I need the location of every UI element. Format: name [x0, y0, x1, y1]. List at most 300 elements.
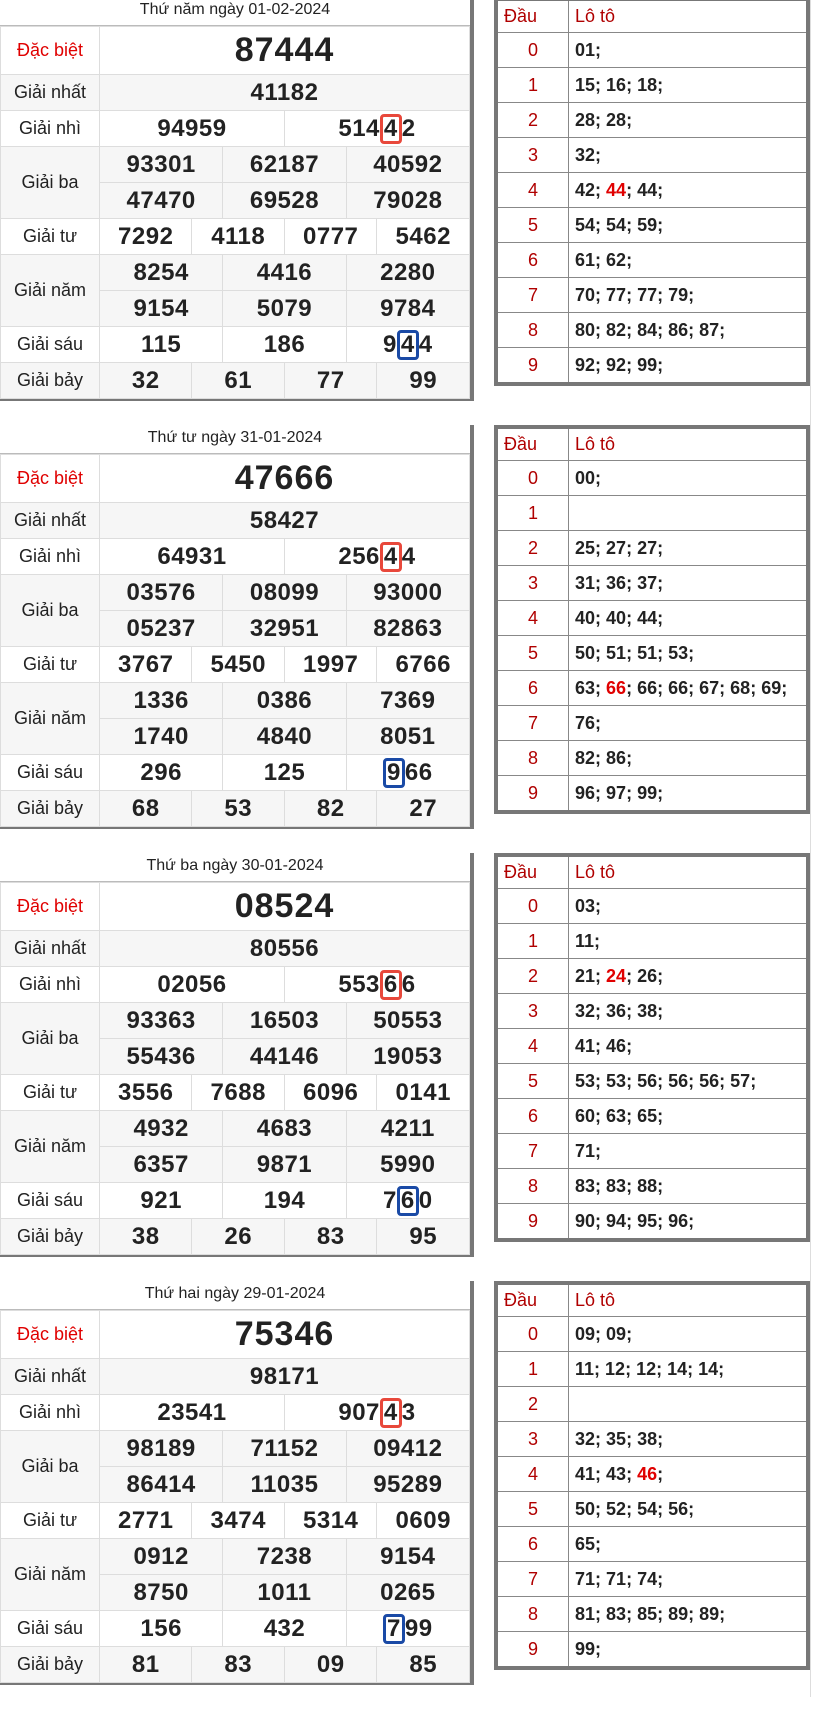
loto-head-digit: 5	[498, 1492, 569, 1527]
prize-number: 432	[223, 1611, 346, 1647]
loto-number: 56	[668, 1498, 689, 1519]
prize-row	[1, 327, 470, 363]
separator: ;	[595, 1323, 607, 1344]
separator: ;	[594, 1358, 606, 1379]
separator: ;	[626, 1603, 638, 1624]
prize-label: Giải sáu	[1, 755, 100, 791]
prize-number: 79028	[346, 183, 469, 219]
day-block	[0, 0, 824, 425]
prize-label: Giải bảy	[1, 1219, 100, 1255]
prize-number: 93363	[100, 1003, 223, 1039]
separator: ;	[657, 537, 664, 558]
separator: ;	[595, 179, 607, 200]
loto-row	[498, 601, 806, 636]
prize-table	[0, 454, 470, 827]
loto-head-digit: 2	[498, 959, 569, 994]
loto-grid	[498, 857, 806, 1238]
loto-head-digit: 9	[498, 348, 569, 383]
separator: ;	[595, 284, 607, 305]
prize-number: 9154	[346, 1539, 469, 1575]
separator: ;	[626, 1568, 638, 1589]
loto-row	[498, 1204, 806, 1239]
prize-number: 95289	[346, 1467, 469, 1503]
prize-label: Giải tư	[1, 647, 100, 683]
highlight-box-blue: 6	[397, 1186, 419, 1216]
loto-number: 12	[636, 1358, 657, 1379]
prize-number: 77	[284, 363, 376, 399]
separator: ;	[595, 1463, 607, 1484]
loto-number: 37	[637, 572, 658, 593]
loto-values	[569, 1492, 807, 1527]
separator: ;	[657, 1498, 669, 1519]
digit: 5	[338, 114, 353, 142]
loto-number: 41	[575, 1035, 596, 1056]
loto-number: 77	[637, 284, 658, 305]
separator: ;	[626, 1323, 633, 1344]
loto-number: 96	[575, 782, 596, 803]
loto-values	[569, 636, 807, 671]
loto-number: 89	[668, 1603, 689, 1624]
prize-number: 02056	[100, 967, 285, 1003]
loto-head-digit: 5	[498, 636, 569, 671]
prize-number: 23541	[100, 1395, 285, 1431]
loto-head-digit: 9	[498, 776, 569, 811]
prize-number: 86414	[100, 1467, 223, 1503]
loto-row	[498, 1029, 806, 1064]
loto-head-digit: 9	[498, 1632, 569, 1667]
digit: 6	[366, 542, 380, 570]
prize-row	[1, 1111, 470, 1147]
separator: ;	[657, 782, 664, 803]
prize-number: 68	[100, 791, 192, 827]
loto-number: 80	[575, 319, 596, 340]
loto-header-row	[498, 1, 806, 33]
loto-number: 77	[606, 284, 627, 305]
loto-row	[498, 889, 806, 924]
loto-values	[569, 959, 807, 994]
prize-number: 0386	[223, 683, 346, 719]
loto-number: 65	[575, 1533, 596, 1554]
prize-number: 58427	[100, 503, 470, 539]
prize-number: 9784	[346, 291, 469, 327]
separator: ;	[595, 965, 607, 986]
loto-table	[494, 0, 810, 386]
prize-number: 115	[100, 327, 223, 363]
prize-number: 75346	[100, 1311, 470, 1359]
prize-table	[0, 26, 470, 399]
separator: ;	[688, 1603, 700, 1624]
loto-number: 36	[606, 572, 627, 593]
loto-table	[494, 1281, 810, 1670]
loto-number: 43	[606, 1463, 627, 1484]
day-block	[0, 853, 824, 1281]
loto-number: 82	[575, 747, 596, 768]
prize-number: 03576	[100, 575, 223, 611]
loto-number: 88	[637, 1175, 658, 1196]
loto-head-digit: 8	[498, 741, 569, 776]
loto-head-digit: 2	[498, 1387, 569, 1422]
digit: 1	[352, 114, 367, 142]
loto-number: 15	[575, 74, 596, 95]
loto-number: 03	[575, 895, 596, 916]
prize-row	[1, 111, 470, 147]
loto-head-digit: 4	[498, 601, 569, 636]
prize-number: 32	[100, 363, 192, 399]
loto-number: 53	[575, 1070, 596, 1091]
prize-number: 55436	[100, 1039, 223, 1075]
separator: ;	[626, 249, 633, 270]
dau-header: Đầu	[498, 857, 569, 889]
prize-number: 16503	[223, 1003, 346, 1039]
separator: ;	[595, 572, 607, 593]
prize-number: 83	[284, 1219, 376, 1255]
loto-number: 87	[699, 319, 720, 340]
prize-number: 4932	[100, 1111, 223, 1147]
prize-label: Giải nhất	[1, 931, 100, 967]
separator: ;	[626, 537, 638, 558]
prize-number: 3767	[100, 647, 192, 683]
loto-head-digit: 5	[498, 1064, 569, 1099]
separator: ;	[657, 1000, 664, 1021]
prize-number: 64931	[100, 539, 285, 575]
separator: ;	[626, 354, 638, 375]
loto-number: 92	[575, 354, 596, 375]
loto-row	[498, 313, 806, 348]
loto-head-digit: 0	[498, 461, 569, 496]
prize-number: 4416	[223, 255, 346, 291]
prize-label: Giải nhất	[1, 1359, 100, 1395]
loto-number: 50	[575, 1498, 596, 1519]
dau-header: Đầu	[498, 429, 569, 461]
loto-row	[498, 741, 806, 776]
separator: ;	[595, 1000, 607, 1021]
prize-number	[346, 1611, 469, 1647]
loto-values	[569, 1317, 807, 1352]
loto-head-digit: 7	[498, 1134, 569, 1169]
loto-number: 60	[575, 1105, 596, 1126]
loto-header: Lô tô	[569, 857, 807, 889]
prize-label: Giải ba	[1, 147, 100, 219]
prize-row	[1, 503, 470, 539]
loto-values	[569, 1527, 807, 1562]
separator: ;	[595, 782, 607, 803]
separator: ;	[595, 1105, 607, 1126]
separator: ;	[626, 642, 638, 663]
loto-head-digit: 3	[498, 566, 569, 601]
prize-number: 5990	[346, 1147, 469, 1183]
separator: ;	[688, 642, 695, 663]
separator: ;	[595, 1638, 602, 1659]
loto-values	[569, 173, 807, 208]
loto-row	[498, 348, 806, 383]
separator: ;	[750, 677, 762, 698]
digit: 6	[401, 970, 416, 998]
prize-number: 38	[100, 1219, 192, 1255]
prize-number: 3556	[100, 1075, 192, 1111]
loto-values	[569, 706, 807, 741]
separator: ;	[595, 467, 602, 488]
highlight-box-blue: 7	[383, 1614, 405, 1644]
loto-values	[569, 1169, 807, 1204]
separator: ;	[657, 1428, 664, 1449]
loto-number: 62	[606, 249, 627, 270]
loto-row	[498, 671, 806, 706]
prize-number: 0609	[377, 1503, 470, 1539]
prize-number	[284, 539, 469, 575]
prize-number: 2771	[100, 1503, 192, 1539]
prize-label: Giải nhất	[1, 503, 100, 539]
prize-table	[0, 1310, 470, 1683]
prize-number	[346, 1183, 469, 1219]
prize-row	[1, 1183, 470, 1219]
prize-label: Giải ba	[1, 1003, 100, 1075]
loto-row	[498, 566, 806, 601]
digit: 3	[401, 1398, 416, 1426]
prize-label: Giải năm	[1, 683, 100, 755]
prize-number: 08099	[223, 575, 346, 611]
loto-header: Lô tô	[569, 1285, 807, 1317]
prize-number: 5079	[223, 291, 346, 327]
digit: 4	[418, 330, 433, 358]
loto-number: 54	[606, 214, 627, 235]
prize-row	[1, 683, 470, 719]
loto-number: 76	[575, 712, 596, 733]
digit: 6	[418, 758, 433, 786]
prize-number: 47470	[100, 183, 223, 219]
loto-number: 46	[606, 1035, 627, 1056]
loto-grid	[498, 429, 806, 810]
loto-number: 53	[606, 1070, 627, 1091]
loto-number: 01	[575, 39, 596, 60]
loto-number: 82	[606, 319, 627, 340]
loto-row	[498, 1422, 806, 1457]
loto-number: 42	[575, 179, 596, 200]
prize-label: Giải nhì	[1, 111, 100, 147]
prize-number: 156	[100, 1611, 223, 1647]
separator: ;	[626, 1210, 638, 1231]
loto-number: 46	[637, 1463, 658, 1484]
prize-number: 5462	[377, 219, 470, 255]
dau-header: Đầu	[498, 1, 569, 33]
loto-number: 83	[606, 1175, 627, 1196]
prize-table	[0, 882, 470, 1255]
loto-number: 26	[637, 965, 658, 986]
loto-values	[569, 138, 807, 173]
prize-number: 0141	[377, 1075, 470, 1111]
prize-number: 32951	[223, 611, 346, 647]
dau-header: Đầu	[498, 1285, 569, 1317]
loto-values	[569, 1099, 807, 1134]
prize-number	[284, 111, 469, 147]
prize-label: Giải nhì	[1, 967, 100, 1003]
prize-label: Giải nhì	[1, 1395, 100, 1431]
loto-number: 25	[575, 537, 596, 558]
loto-number: 11	[575, 1358, 595, 1379]
prize-number: 44146	[223, 1039, 346, 1075]
prize-label: Đặc biệt	[1, 883, 100, 931]
loto-number: 52	[606, 1498, 627, 1519]
prize-row	[1, 883, 470, 931]
prize-number: 8051	[346, 719, 469, 755]
prize-number: 296	[100, 755, 223, 791]
loto-row	[498, 1457, 806, 1492]
loto-number: 54	[637, 1498, 658, 1519]
separator: ;	[595, 677, 607, 698]
result-table	[0, 425, 474, 829]
loto-row	[498, 776, 806, 811]
loto-values	[569, 1352, 807, 1387]
loto-row	[498, 1387, 806, 1422]
separator: ;	[595, 319, 607, 340]
digit: 4	[366, 114, 380, 142]
prize-row	[1, 147, 470, 183]
loto-head-digit: 0	[498, 33, 569, 68]
separator: ;	[688, 284, 695, 305]
loto-number: 38	[637, 1000, 658, 1021]
prize-row	[1, 647, 470, 683]
loto-values	[569, 994, 807, 1029]
highlight-box-red: 4	[380, 542, 402, 572]
result-table	[0, 1281, 474, 1685]
loto-number: 38	[637, 1428, 658, 1449]
prize-number: 5450	[192, 647, 284, 683]
loto-number: 14	[698, 1358, 719, 1379]
loto-number: 66	[668, 677, 689, 698]
loto-table	[494, 425, 810, 814]
prize-row	[1, 755, 470, 791]
prize-row	[1, 575, 470, 611]
separator: ;	[626, 1035, 633, 1056]
loto-number: 32	[575, 1428, 596, 1449]
separator: ;	[688, 677, 700, 698]
loto-values	[569, 1134, 807, 1169]
loto-head-digit: 8	[498, 313, 569, 348]
loto-number: 36	[606, 1000, 627, 1021]
loto-number: 81	[575, 1603, 596, 1624]
separator: ;	[595, 1568, 607, 1589]
separator: ;	[595, 1603, 607, 1624]
separator: ;	[626, 179, 638, 200]
loto-row	[498, 243, 806, 278]
loto-number: 68	[730, 677, 751, 698]
separator: ;	[626, 677, 638, 698]
prize-row	[1, 219, 470, 255]
loto-number: 28	[606, 109, 627, 130]
separator: ;	[594, 930, 601, 951]
prize-number: 6096	[284, 1075, 376, 1111]
loto-number: 54	[575, 214, 596, 235]
prize-number: 1997	[284, 647, 376, 683]
separator: ;	[595, 109, 607, 130]
separator: ;	[657, 965, 664, 986]
loto-values	[569, 278, 807, 313]
digit: 7	[383, 1186, 397, 1214]
prize-number: 9871	[223, 1147, 346, 1183]
loto-header-row	[498, 1285, 806, 1317]
separator: ;	[595, 537, 607, 558]
separator: ;	[626, 1070, 638, 1091]
separator: ;	[657, 354, 664, 375]
loto-row	[498, 173, 806, 208]
separator: ;	[657, 1070, 669, 1091]
prize-number: 71152	[223, 1431, 346, 1467]
loto-values	[569, 671, 807, 706]
loto-head-digit: 5	[498, 208, 569, 243]
loto-number: 40	[606, 607, 627, 628]
digit: 5	[352, 542, 367, 570]
digit: 9	[338, 1398, 353, 1426]
prize-number: 0777	[284, 219, 376, 255]
digit: 2	[338, 542, 353, 570]
loto-row	[498, 636, 806, 671]
loto-number: 51	[637, 642, 658, 663]
separator: ;	[595, 214, 607, 235]
loto-number: 83	[575, 1175, 596, 1196]
prize-row	[1, 1003, 470, 1039]
loto-number: 44	[606, 179, 627, 200]
day-block	[0, 1281, 824, 1709]
loto-values	[569, 1632, 807, 1667]
digit: 2	[401, 114, 416, 142]
loto-values	[569, 1562, 807, 1597]
prize-number: 83	[192, 1647, 284, 1683]
loto-number: 86	[606, 747, 627, 768]
prize-number: 98189	[100, 1431, 223, 1467]
loto-grid	[498, 1285, 806, 1666]
prize-row	[1, 1647, 470, 1683]
loto-values	[569, 741, 807, 776]
loto-number: 27	[606, 537, 627, 558]
loto-row	[498, 138, 806, 173]
separator: ;	[595, 144, 602, 165]
prize-label: Giải nhì	[1, 539, 100, 575]
prize-number: 194	[223, 1183, 346, 1219]
separator: ;	[595, 1428, 607, 1449]
loto-number: 11	[575, 930, 595, 951]
prize-number: 6357	[100, 1147, 223, 1183]
loto-number: 86	[668, 319, 689, 340]
prize-number: 93301	[100, 147, 223, 183]
loto-number: 85	[637, 1603, 658, 1624]
prize-number: 40592	[346, 147, 469, 183]
digit: 9	[418, 1614, 433, 1642]
prize-number: 61	[192, 363, 284, 399]
loto-number: 99	[637, 782, 658, 803]
prize-row	[1, 1075, 470, 1111]
loto-number: 66	[637, 677, 658, 698]
prize-number: 7292	[100, 219, 192, 255]
loto-number: 95	[637, 1210, 658, 1231]
loto-number: 24	[606, 965, 627, 986]
prize-number: 1336	[100, 683, 223, 719]
separator: ;	[688, 1210, 695, 1231]
separator: ;	[657, 214, 664, 235]
prize-number: 7238	[223, 1539, 346, 1575]
separator: ;	[626, 109, 633, 130]
loto-number: 59	[637, 214, 658, 235]
loto-row	[498, 1169, 806, 1204]
loto-number: 16	[606, 74, 627, 95]
prize-row	[1, 1431, 470, 1467]
loto-values	[569, 313, 807, 348]
loto-number: 41	[575, 1463, 596, 1484]
loto-number: 53	[668, 642, 689, 663]
loto-head-digit: 2	[498, 103, 569, 138]
loto-number: 28	[575, 109, 596, 130]
prize-number: 27	[377, 791, 470, 827]
digit: 7	[366, 1398, 380, 1426]
digit: 9	[404, 1614, 419, 1642]
